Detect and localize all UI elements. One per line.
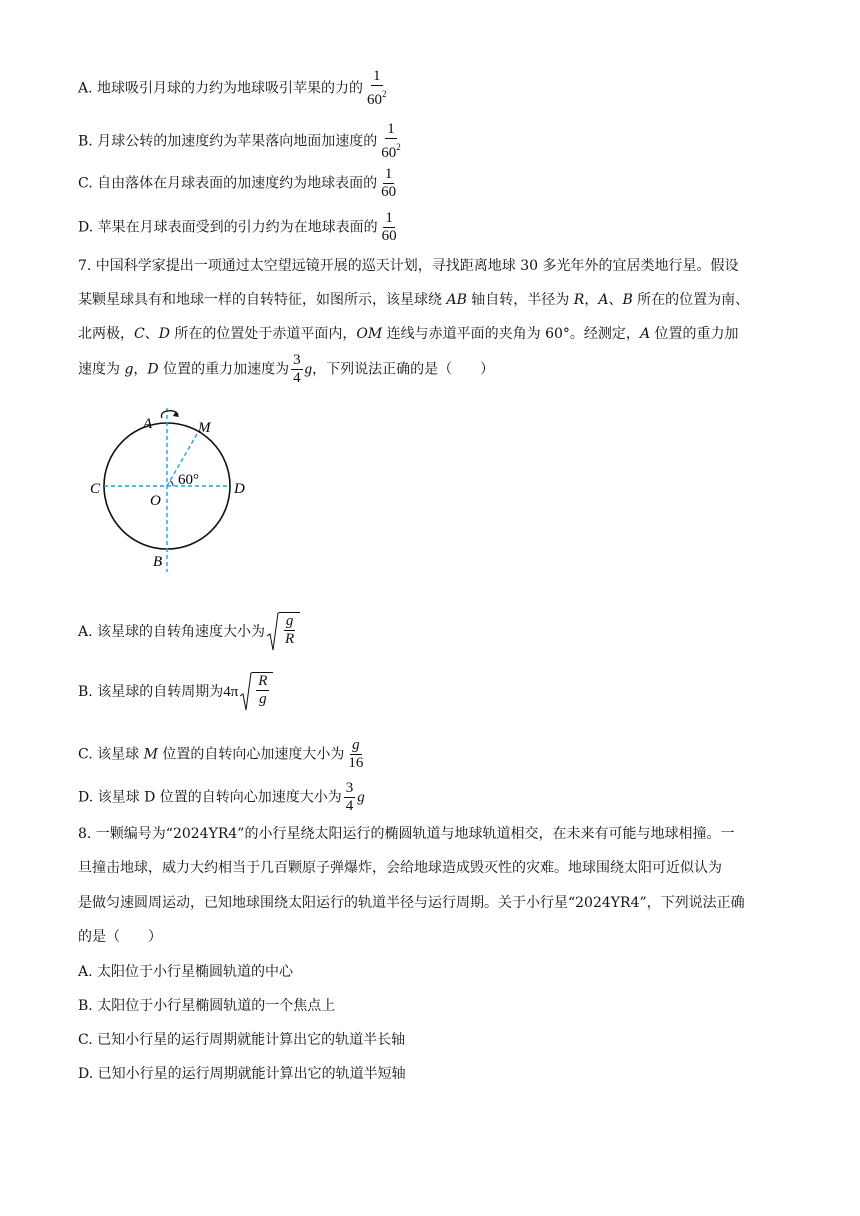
q8-stem-line-1: 8. 一颗编号为“2024YR4”的小行星绕太阳运行的椭圆轨道与地球轨道相交，在未来有可能与地球相撞。一 — [78, 826, 735, 842]
q7-stem-line-2: 某颗星球具有和地球一样的自转特征，如图所示，该星球绕 AB 轴自转，半径为 R，A、B 所在的位置为南、 — [78, 292, 750, 308]
q8-stem-line-3: 是做匀速圆周运动，已知地球围绕太阳运行的轨道半径与运行周期。关于小行星“2024YR4”，下列说法正确 — [78, 895, 745, 911]
q8-stem-line-2: 旦撞击地球，威力大约相当于几百颗原子弹爆炸，会给地球造成毁灭性的灾难。地球围绕太阳可近似认为 — [78, 860, 722, 876]
q7-stem-line-4: 速度为 g，D 位置的重力加速度为 $\frac{3}{4}$ g，下列说法正确的是（ ） — [78, 352, 495, 386]
q7-option-c: C. 该星球 M 位置的自转向心加速度大小为 $\frac{g}{16}$ — [78, 737, 364, 771]
fraction: $\frac{1}{60^2}$ — [381, 121, 401, 161]
sqrt: $\frac{R}{g}$ — [240, 672, 273, 712]
fraction: $\frac{3}{4}$ — [345, 780, 354, 814]
q8-option-c: C. 已知小行星的运行周期就能计算出它的轨道半长轴 — [78, 1032, 406, 1048]
q7-stem-line-3: 北两极，C、D 所在的位置处于赤道平面内，OM 连线与赤道平面的夹角为 60°。经测定，A 位置的重力加 — [78, 326, 739, 342]
fraction: $\frac{1}{60^2}$ — [367, 68, 387, 108]
sqrt: $\frac{g}{R}$ — [267, 612, 300, 652]
label-d: D — [234, 481, 245, 497]
fraction: $\frac{1}{60}$ — [381, 210, 397, 244]
planet-diagram — [86, 404, 256, 574]
q8-stem-line-4: 的是（ ） — [78, 929, 162, 945]
q8-option-a: A. 太阳位于小行星椭圆轨道的中心 — [78, 964, 294, 980]
label-b: B — [153, 554, 163, 570]
q7-stem-line-1: 7. 中国科学家提出一项通过太空望远镜开展的巡天计划，寻找距离地球 30 多光年外的宜居类地行星。假设 — [78, 258, 739, 274]
q6-option-a: A. 地球吸引月球的力约为地球吸引苹果的力的 $\frac{1}{60^2}$ — [78, 68, 387, 108]
label-a: A — [143, 416, 153, 432]
q6-option-d: D. 苹果在月球表面受到的引力约为在地球表面的 $\frac{1}{60}$ — [78, 210, 397, 244]
q7-option-b: B. 该星球的自转周期为4π $\frac{R}{g}$ — [78, 672, 273, 712]
label-c: C — [90, 481, 101, 497]
angle-arc — [170, 481, 173, 486]
q7-option-d: D. 该星球 D 位置的自转向心加速度大小为 $\frac{3}{4}$ g — [78, 780, 365, 814]
fraction: $\frac{1}{60}$ — [381, 166, 397, 200]
q7-option-a: A. 该星球的自转角速度大小为 $\frac{g}{R}$ — [78, 612, 300, 652]
angle-label: 60° — [178, 472, 199, 488]
q6-option-c: C. 自由落体在月球表面的加速度约为地球表面的 $\frac{1}{60}$ — [78, 166, 397, 200]
label-o: O — [150, 493, 161, 509]
fraction: $\frac{3}{4}$ — [293, 352, 301, 386]
label-m: M — [198, 420, 211, 436]
q6-option-b: B. 月球公转的加速度约为苹果落向地面加速度的 $\frac{1}{60^2}$ — [78, 121, 401, 161]
q8-option-b: B. 太阳位于小行星椭圆轨道的一个焦点上 — [78, 998, 336, 1014]
fraction: $\frac{g}{16}$ — [348, 737, 364, 771]
q8-option-d: D. 已知小行星的运行周期就能计算出它的轨道半短轴 — [78, 1066, 406, 1082]
